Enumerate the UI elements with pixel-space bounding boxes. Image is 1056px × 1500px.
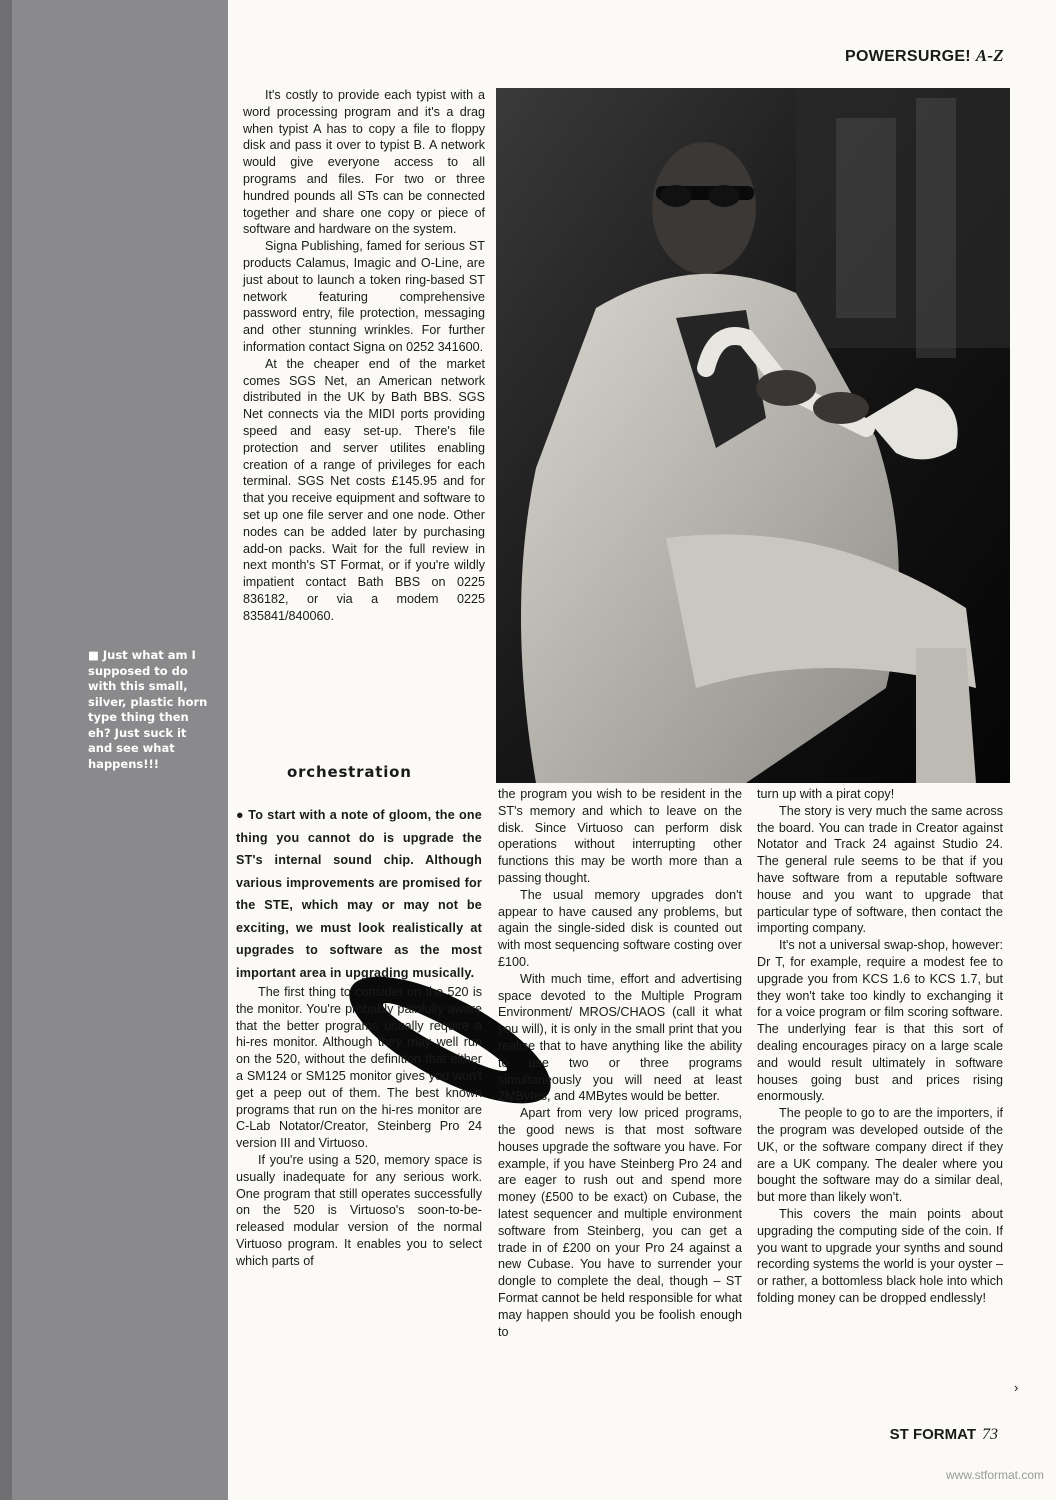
subheading-orchestration: orchestration xyxy=(287,763,412,781)
paragraph: This covers the main points about upgrading the computing side of the coin. If you want to upgrade your synths and sound recording systems the world is your oyster – or rather, a bottomless black hole into which folding money can be dropped endlessly! xyxy=(757,1206,1003,1305)
section-title: POWERSURGE! xyxy=(844,48,971,65)
sidebar-edge xyxy=(0,0,12,1500)
column-upgrades xyxy=(757,786,1003,1307)
column-orchestration xyxy=(236,804,482,1270)
paragraph: The people to go to are the importers, if the program was developed outside of the UK, or the software company direct if they are a UK company. The dealer where you bought the software may do a similar deal, but more than likely won't. xyxy=(757,1106,1003,1205)
column-networking xyxy=(243,87,485,625)
column-memory xyxy=(498,786,742,1340)
paragraph: If you're using a 520, memory space is usually inadequate for any serious work. One program that still operates successfully on the 520 is Virtuoso's soon-to-be-released modular version of the normal Virtuoso program. It enables you to select which parts of xyxy=(236,1152,482,1268)
section-header xyxy=(845,46,1004,66)
paragraph: At the cheaper end of the market comes SGS Net, an American network distributed in the UK by Bath BBS. SGS Net connects via the MIDI ports providing speed and easy set-up. There's file protection and server utilites enabling creation of a range of privileges for each terminal. SGS Net costs £145.95 and for that you receive equipment and software to set up one file server and one node. Other nodes can be added later by purchasing add-on packs. Wait for the full review in next month's ST Format, or if you're wildly impatient contact Bath BBS on 0225 836182, or via a modem 0225 835841/840060. xyxy=(243,356,485,623)
section-az: A-Z xyxy=(975,46,1004,65)
intro-paragraph: ● To start with a note of gloom, the one thing you cannot do is upgrade the ST's internal sound chip. Although various improvements are promised for the STE, which may or may not be exciting, we must look realistically at upgrades to software as the most important area in upgrading musically. xyxy=(236,808,482,980)
paragraph: turn up with a pirat copy! xyxy=(757,787,895,801)
paragraph: Apart from very low priced programs, the good news is that most software houses upgrade the software you have. For example, if you have Steinberg Pro 24 and are eager to rush out and spend more money (£500 to be exact) on Cubase, the latest sequencer and multiple environment software from Steinberg, you can get a trade in of £200 on your Pro 24 against a new Cubase. You have to surrender your dongle to complete the deal, though – ST Format cannot be held responsible for what may happen should you be foolish enough to xyxy=(498,1106,742,1339)
paragraph: the program you wish to be resident in the ST's memory and which to leave on the disk. Since Virtuoso can perform disk operations without interrupting other functions this may be worth more than a passing thought. xyxy=(498,787,742,885)
paragraph: It's costly to provide each typist with a word processing program and it's a drag when typist A has to copy a file to floppy disk and pass it over to typist B. A network would give everyone access to all programs and files. For two or three hundred pounds all STs can be connected together and share one copy or piece of software and hardware on the system. xyxy=(243,88,485,237)
page-footer xyxy=(890,1426,998,1444)
photo-illustration xyxy=(496,88,1010,783)
magazine-name: ST FORMAT xyxy=(889,1426,976,1443)
continue-arrow: › xyxy=(1014,1380,1019,1395)
paragraph: It's not a universal swap-shop, however: Dr T, for example, require a modest fee to upgrade you from KCS 1.6 to KCS 1.7, but they won't take too kindly to exchanging it for a voice program or film scoring software. The underlying fear is that this sort of dealing encourages piracy on a large scale and would result ultimately in software houses going bust and prices rising enormously. xyxy=(757,938,1003,1104)
paragraph: With much time, effort and advertising space devoted to the Multiple Program Environment/ MROS/CHAOS (call it what you will), it is only in the small print that you realise that to have anything like the ability to use two or three programs simultaneously you will need at least 2MBytes, and 4MBytes would be better. xyxy=(498,971,742,1104)
paragraph: The first thing to consider on the 520 is the monitor. You're probably painfully aware that the better programs usually require a hi-res monitor. Although they may well run on the 520, without the definition that either a SM124 or SM125 monitor gives you won't get a peep out of them. The best known programs that run on the hi-res monitor are C-Lab Notator/Creator, Steinberg Pro 24 version III and Virtuoso. xyxy=(236,985,482,1151)
paragraph: The usual memory upgrades don't appear to have caused any problems, but again the single-sided disk is counted out with most sequencing software costing over £100. xyxy=(498,887,742,969)
paragraph: Signa Publishing, famed for serious ST products Calamus, Imagic and O-Line, are just about to launch a token ring-based ST network featuring comprehensive password entry, file protection, messaging and other stunning wrinkles. For further information contact Signa on 0252 341600. xyxy=(243,239,485,354)
photo-caption: ■ Just what am I supposed to do with this small, silver, plastic horn type thing then eh? Just suck it and see what happens!!! xyxy=(88,648,208,771)
page-number: 73 xyxy=(982,1426,998,1443)
saxophone-player-photo xyxy=(496,88,1010,783)
website-watermark: www.stformat.com xyxy=(945,1468,1044,1482)
paragraph: The story is very much the same across the board. You can trade in Creator against Notator and Track 24 against Studio 24. The general rule seems to be that if you have software from a reputable software house and you want to upgrade that particular type of software, then contact the importing company. xyxy=(757,803,1003,936)
